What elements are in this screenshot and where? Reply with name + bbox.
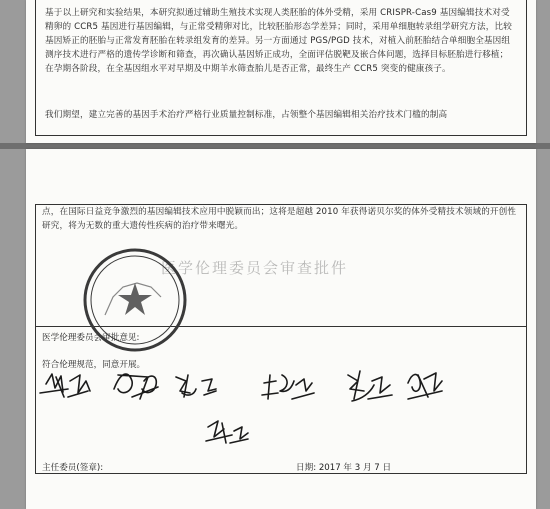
signature-4 [262, 375, 314, 399]
document-page-top [26, 0, 536, 143]
chair-signature-label: 主任委员(签章): [42, 463, 104, 473]
signature-3 [176, 375, 216, 397]
signature-5 [348, 371, 392, 401]
signature-1 [40, 374, 90, 397]
signature-2 [114, 374, 158, 399]
signature-7 [206, 421, 248, 443]
committee-opinion: 符合伦理规范，同意开展。 [42, 360, 146, 370]
signature-6 [408, 373, 442, 399]
expectation-paragraph: 我们期望，建立完善的基因手术治疗严格行业质量控制标准，占领整个基因编辑相关治疗技术门槛的制高 [45, 110, 448, 120]
show-through-title: 医学伦理委员会审查批件 [161, 259, 349, 277]
approval-date: 日期: 2017 年 3 月 7 日 [296, 463, 392, 473]
hospital-seal [80, 245, 190, 355]
committee-heading: 医学伦理委员会审批意见: [42, 333, 140, 343]
research-plan-paragraph: 基于以上研究和实验结果，本研究拟通过辅助生殖技术实现人类胚胎的体外受精，采用 CRISPR-Cas9 基因编辑技术对受精卵的 CCR5 基因进行基因编辑，与正常受精卵对比，比较胚胎形态学差异；同时，采用单细胞转录组学研究方法，比较基因矫正的胚胎与正常发育胚胎在转录组发育的差异。另一方面通过 PGS/PGD 技术，对植入前胚胎结合单细胞全基因组测序技术进行严格的遗传学诊断和筛查，再次确认基因矫正成功，全面评估脱靶及嵌合体问题，选择目标胚胎进行移植；在孕期各阶段，在全基因组水平对早期及中期羊水筛查胎儿是否正常，最终生产 CCR5 突变的健康孩子。 [45, 8, 512, 74]
continuation-paragraph: 点，在国际日益竞争激烈的基因编辑技术应用中脱颖而出；这将是超越 2010 年获得诺贝尔奖的体外受精技术领域的开创性研究，将为无数的重大遗传性疾病的治疗带来曙光。 [42, 207, 517, 231]
